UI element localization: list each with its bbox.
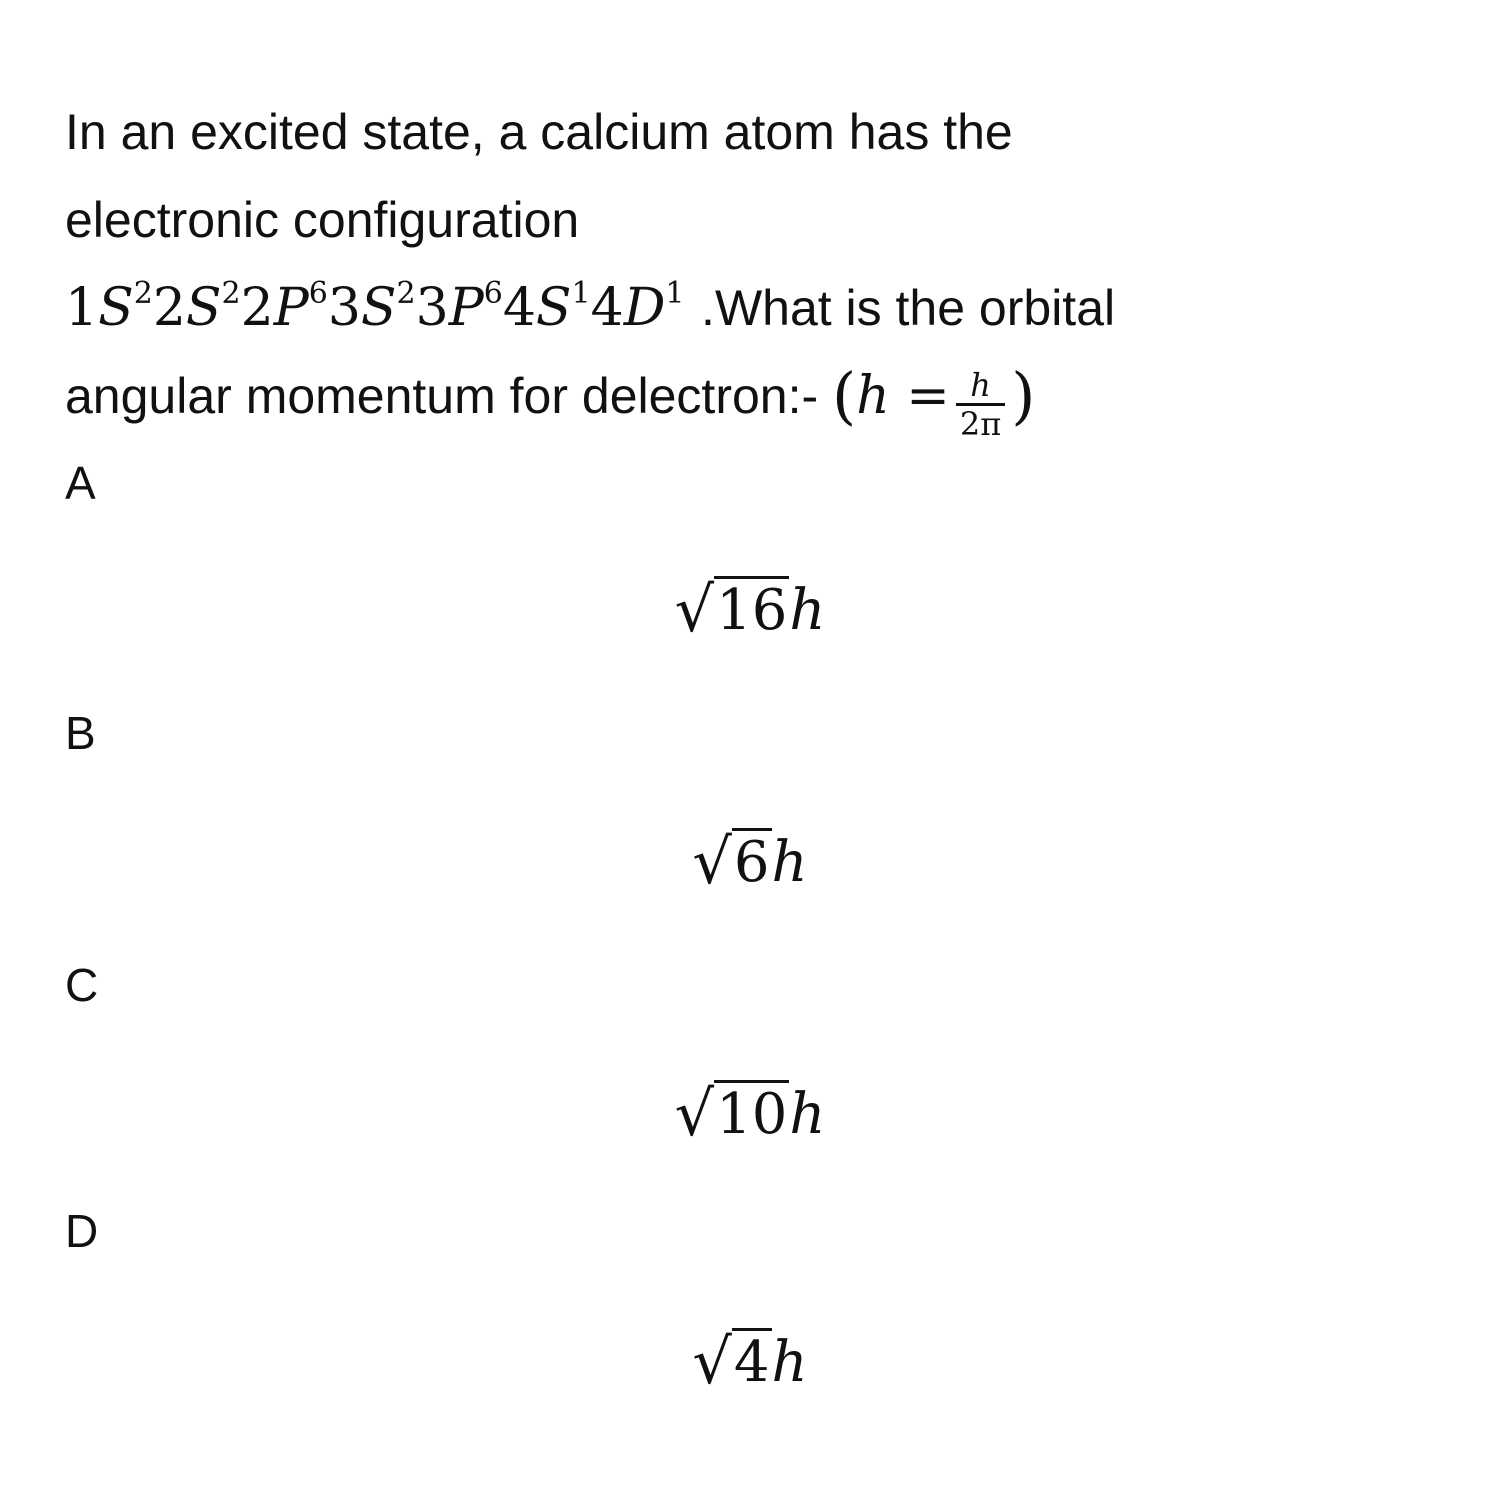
config-term: $2S^2$ <box>152 276 241 338</box>
config-term: $4D^1$ <box>590 276 685 338</box>
config-term: $3P^6$ <box>415 276 503 338</box>
question-line-2: electronic configuration <box>65 192 580 248</box>
sqrt-icon: √ <box>692 825 732 898</box>
electron-configuration <box>65 278 701 338</box>
question-line-3-text: .What is the orbital <box>701 280 1116 336</box>
sqrt-expression: √16 <box>675 570 790 651</box>
option-b-label[interactable]: B <box>65 707 96 759</box>
config-term: $2P^6$ <box>240 276 328 338</box>
config-term: $1S^2$ <box>65 276 153 338</box>
option-d-label[interactable]: D <box>65 1205 99 1257</box>
formula-lhs: h <box>856 366 890 426</box>
option-d-value[interactable]: √4h <box>0 1322 1500 1403</box>
question-line-4-text: angular momentum for delectron:- <box>65 368 819 424</box>
sqrt-expression: √10 <box>675 1074 790 1155</box>
sqrt-expression: √4 <box>692 1322 771 1403</box>
option-c-value[interactable]: √10h <box>0 1074 1500 1155</box>
formula-fraction <box>956 367 1005 442</box>
config-term: $4S^1$ <box>502 276 591 338</box>
config-term: $3S^2$ <box>327 276 416 338</box>
option-a-value[interactable]: √16h <box>0 570 1500 651</box>
option-c-label[interactable]: C <box>65 959 99 1011</box>
sqrt-expression: √6 <box>692 822 771 903</box>
formula-equals: = <box>906 366 950 426</box>
sqrt-icon: √ <box>674 1077 715 1150</box>
sqrt-icon: √ <box>692 1325 732 1398</box>
option-a-label[interactable]: A <box>65 457 96 509</box>
fraction-denominator: 2π <box>959 405 1002 443</box>
option-b-value[interactable]: √6h <box>0 822 1500 903</box>
hbar-formula: (h = $\frac{h}{2\pi}$ ) <box>832 359 1036 443</box>
question-line-3 <box>65 264 1445 352</box>
question-text <box>65 88 1445 442</box>
sqrt-icon: √ <box>674 573 715 646</box>
fraction-numerator: h <box>956 367 1005 406</box>
question-line-1: In an excited state, a calcium atom has the <box>65 104 1013 160</box>
question-line-4 <box>65 352 1445 442</box>
